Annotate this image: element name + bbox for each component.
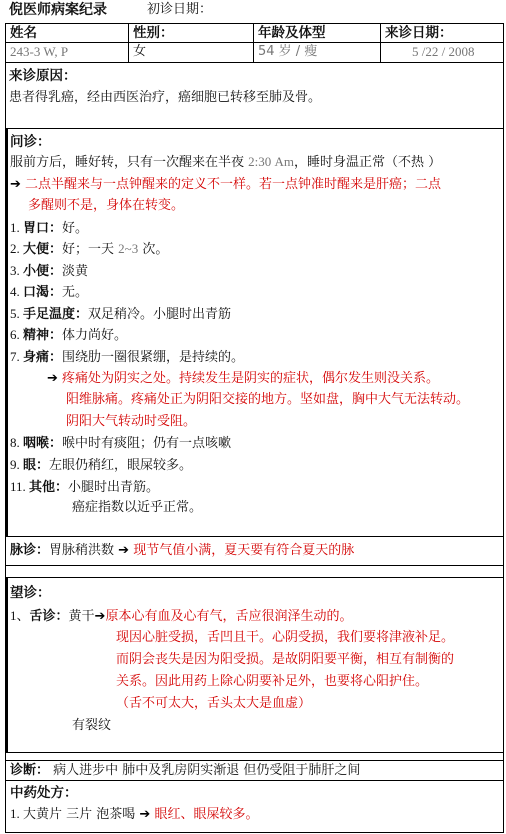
arrow-right-icon: ➔ bbox=[118, 543, 130, 558]
item-11-continuation: 癌症指数以近乎正常。 bbox=[72, 500, 203, 515]
item-7-note-line-1: ➔ 疼痛处为阴实之处。持续发生是阴实的症状，偶尔发生则没关系。 bbox=[47, 371, 440, 386]
tongue-line: 1、舌诊：黄干➔原本心有血及心有气，舌应很润泽生动的。 bbox=[10, 608, 353, 624]
arrow-right-icon: ➔ bbox=[10, 177, 21, 192]
item-7-note-line-3: 阴阳大气转动时受阻。 bbox=[66, 414, 197, 429]
inquiry-heading: 问诊： bbox=[10, 134, 51, 150]
item-6: 6. 精神：体力尚好。 bbox=[10, 327, 128, 343]
gender-value: 女 bbox=[133, 44, 147, 59]
col-age-build: 年龄及体型 bbox=[258, 25, 326, 41]
inquiry-sleep-text: 服前方后，睡好转，只有一次醒来在半夜 2:30 Am，睡时身温正常（不热 ） bbox=[10, 154, 442, 170]
item-7: 7. 身痛：围绕肋一圈很紧绷，是持续的。 bbox=[10, 349, 245, 365]
observation-heading: 望诊： bbox=[10, 585, 51, 601]
col-visit-date: 来诊日期： bbox=[385, 25, 453, 41]
item-9: 9. 眼：左眼仍稍红，眼屎较多。 bbox=[10, 457, 193, 473]
prescription-line: 1. 大黄片 三片 泡茶喝 ➔ 眼红、眼屎较多。 bbox=[10, 806, 259, 822]
tongue-crack-text: 有裂纹 bbox=[72, 718, 112, 733]
arrow-right-icon: ➔ bbox=[139, 807, 151, 822]
visit-date-value: 5 /22 / 2008 bbox=[412, 44, 475, 59]
item-4: 4. 口渴：无。 bbox=[10, 284, 89, 300]
item-3: 3. 小便：淡黄 bbox=[10, 263, 89, 279]
item-8: 8. 咽喉：喉中时有痰阻；仍有一点咳嗽 bbox=[10, 435, 232, 451]
tongue-note-line-2: 现因心脏受损，舌凹且干。心阴受损，我们要将津液补足。 bbox=[116, 630, 455, 645]
reason-heading: 来诊原因： bbox=[9, 68, 77, 84]
arrow-right-icon: ➔ bbox=[94, 609, 106, 624]
prescription-heading: 中药处方： bbox=[10, 785, 78, 801]
tongue-note-line-5: （舌不可太大，舌头太大是血虚） bbox=[116, 696, 312, 711]
arrow-right-icon: ➔ bbox=[47, 371, 58, 386]
item-7-note-line-2: 阳维脉痛。疼痛处正为阴阳交接的地方。坚如盘，胸中大气无法转动。 bbox=[66, 392, 470, 407]
inquiry-note-line-2: 多醒则不是，身体在转变。 bbox=[28, 198, 185, 213]
item-2: 2. 大便：好；一天 2~3 次。 bbox=[10, 241, 169, 257]
item-11: 11. 其他：小腿时出青筋。 bbox=[10, 479, 160, 495]
tongue-note-line-3: 而阴会丧失是因为阳受损。是故阴阳要平衡，相互有制衡的 bbox=[116, 652, 455, 667]
tongue-note-line-4: 关系。因此用药上除心阴要补足外，也要将心阳护住。 bbox=[116, 674, 429, 689]
patient-id: 243-3 W, P bbox=[10, 44, 69, 59]
col-name: 姓名 bbox=[10, 25, 37, 41]
record-title: 倪医师病案纪录 bbox=[9, 2, 107, 18]
item-5: 5. 手足温度：双足稍冷。小腿时出青筋 bbox=[10, 306, 232, 322]
inquiry-note-line-1: ➔ 二点半醒来与一点钟醒来的定义不一样。若一点钟准时醒来是肝癌；二点 bbox=[10, 177, 442, 192]
first-visit-date-label: 初诊日期： bbox=[147, 2, 213, 17]
age-build-value: 54 岁 / 瘦 bbox=[258, 44, 318, 59]
diagnosis-line: 诊断： 病人进步中 肺中及乳房阴实渐退 但仍受阻于肺肝之间 bbox=[10, 763, 361, 778]
pulse-line: 脉诊：胃脉稍洪数 ➔ 现节气值小满，夏天要有符合夏天的脉 bbox=[10, 543, 355, 558]
reason-text: 患者得乳癌，经由西医治疗，癌细胞已转移至肺及骨。 bbox=[9, 90, 322, 105]
item-1: 1. 胃口：好。 bbox=[10, 220, 89, 236]
col-gender: 性别： bbox=[133, 25, 174, 41]
